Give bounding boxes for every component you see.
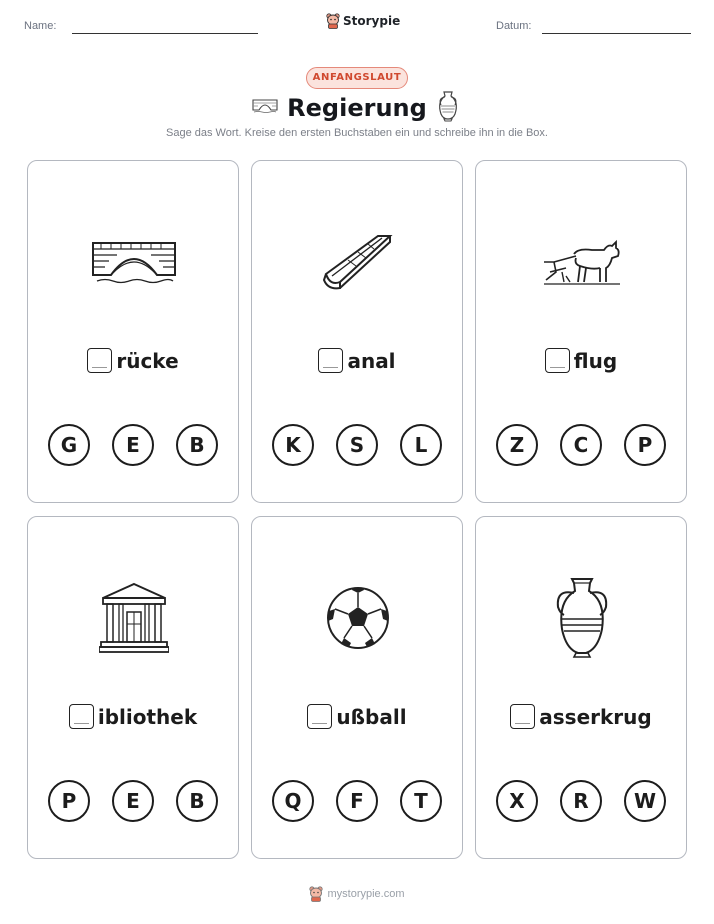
canal-icon	[308, 217, 408, 307]
answer-box[interactable]	[87, 348, 112, 373]
letter-choices	[476, 424, 686, 466]
letter-choices	[28, 780, 238, 822]
letter-choice[interactable]: W	[624, 780, 666, 822]
word-card	[475, 516, 687, 859]
letter-choice[interactable]: X	[496, 780, 538, 822]
answer-box[interactable]	[510, 704, 535, 729]
plough-ox-icon	[532, 217, 632, 307]
amphora-icon	[435, 90, 461, 126]
letter-choice[interactable]: E	[112, 780, 154, 822]
date-line[interactable]	[542, 33, 691, 34]
letter-choice[interactable]: B	[176, 424, 218, 466]
word-card	[27, 516, 239, 859]
page-title: Regierung	[287, 94, 427, 122]
answer-box[interactable]	[545, 348, 570, 373]
letter-choices	[252, 424, 462, 466]
word-card	[251, 516, 463, 859]
word-stem: ußball	[336, 704, 407, 729]
word-stem: anal	[347, 348, 396, 373]
word-row	[28, 348, 238, 373]
letter-choices	[28, 424, 238, 466]
instruction-text: Sage das Wort. Kreise den ersten Buchstaben ein und schreibe ihn in die Box.	[166, 127, 548, 139]
letter-choice[interactable]: S	[336, 424, 378, 466]
water-jug-icon	[532, 573, 632, 663]
word-card	[251, 160, 463, 503]
letter-choice[interactable]: P	[624, 424, 666, 466]
word-row	[252, 348, 462, 373]
answer-box[interactable]	[307, 704, 332, 729]
word-row	[476, 348, 686, 373]
name-line[interactable]	[72, 33, 258, 34]
soccer-ball-icon	[308, 573, 408, 663]
letter-choice[interactable]: R	[560, 780, 602, 822]
bridge-icon	[84, 217, 184, 307]
letter-choice[interactable]: F	[336, 780, 378, 822]
letter-choice[interactable]: Z	[496, 424, 538, 466]
date-label: Datum:	[496, 20, 532, 32]
letter-choices	[476, 780, 686, 822]
word-card	[475, 160, 687, 503]
footer	[0, 886, 714, 902]
letter-choice[interactable]: B	[176, 780, 218, 822]
word-stem: flug	[573, 348, 618, 373]
answer-box[interactable]	[318, 348, 343, 373]
letter-choice[interactable]: G	[48, 424, 90, 466]
storypie-mascot-icon	[309, 886, 323, 902]
letter-choices	[252, 780, 462, 822]
letter-choice[interactable]: L	[400, 424, 442, 466]
letter-choice[interactable]: C	[560, 424, 602, 466]
footer-url[interactable]: mystorypie.com	[327, 888, 405, 900]
word-row	[252, 704, 462, 729]
word-stem: ibliothek	[97, 704, 198, 729]
name-label: Name:	[24, 20, 57, 32]
word-row	[28, 704, 238, 729]
word-stem: asserkrug	[539, 704, 652, 729]
word-stem: rücke	[116, 348, 179, 373]
storypie-mascot-icon	[326, 13, 340, 29]
letter-choice[interactable]: E	[112, 424, 154, 466]
category-badge: ANFANGSLAUT	[306, 67, 408, 89]
answer-box[interactable]	[69, 704, 94, 729]
brand-logo	[326, 13, 400, 29]
brand-name: Storypie	[343, 14, 401, 28]
letter-choice[interactable]: P	[48, 780, 90, 822]
letter-choice[interactable]: T	[400, 780, 442, 822]
word-row	[476, 704, 686, 729]
library-building-icon	[84, 573, 184, 663]
letter-choice[interactable]: Q	[272, 780, 314, 822]
letter-choice[interactable]: K	[272, 424, 314, 466]
word-card	[27, 160, 239, 503]
